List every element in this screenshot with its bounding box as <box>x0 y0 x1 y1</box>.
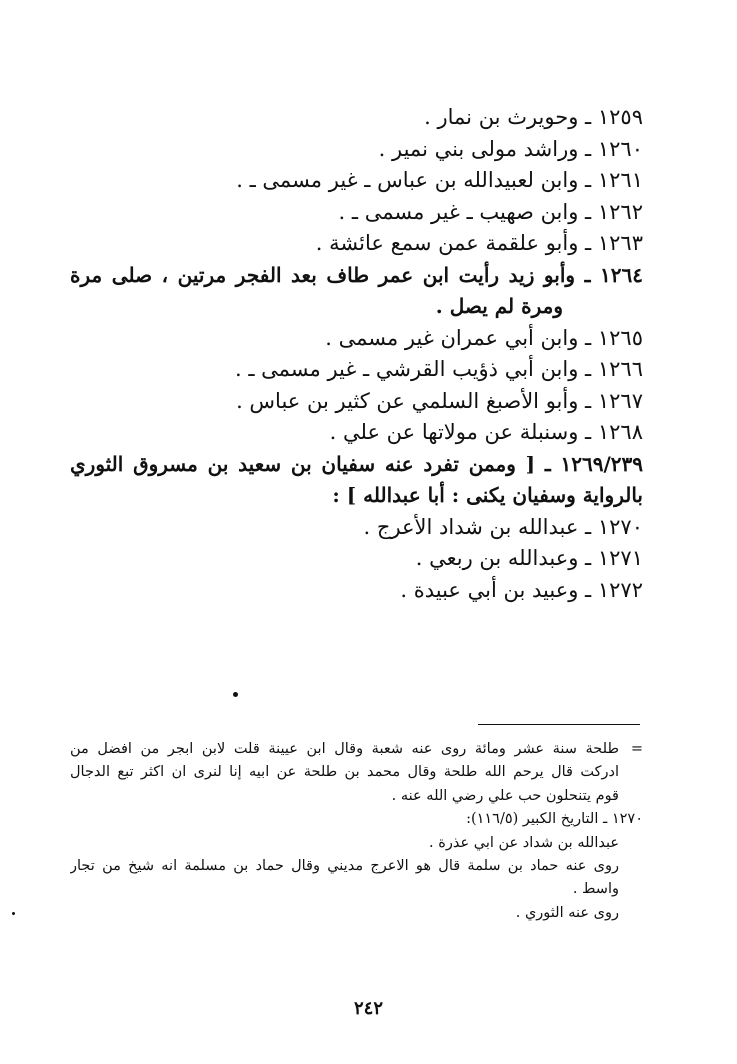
entry-1259: ١٢٥٩ ـ وحويرث بن نمار . <box>424 105 643 129</box>
entry-1264-continuation: ومرة لم يصل . <box>435 294 563 318</box>
entry-1262: ١٢٦٢ ـ وابن صهيب ـ غير مسمى ـ . <box>338 199 643 224</box>
entry-1266: ١٢٦٦ ـ وابن أبي ذؤيب القرشي ـ غير مسمى ـ . <box>234 357 643 381</box>
footnote-line: ادركت قال يرحم الله طلحة وقال محمد بن طلحة عن ابيه إنا لنرى ان اكثر تبع الدجال <box>70 764 619 781</box>
footnote-separator <box>478 724 640 725</box>
entry-1260: ١٢٦٠ ـ وراشد مولى بني نمير . <box>378 136 643 161</box>
footnote-line: روى عنه الثوري . <box>515 904 619 921</box>
footnote-text: طلحة سنة عشر ومائة روى عنه شعبة وقال ابن عيينة قلت لابن ابجر من افضل من <box>70 741 619 757</box>
entry-1261: ١٢٦١ ـ وابن لعبيدالله بن عباس ـ غير مسمى ـ . <box>236 168 643 192</box>
entry-1265: ١٢٦٥ ـ وابن أبي عمران غير مسمى . <box>325 325 643 350</box>
entry-1264: ١٢٦٤ ـ وأبو زيد رأيت ابن عمر طاف بعد الفجر مرتين ، صلى مرة <box>70 262 643 287</box>
footnote-line: قوم يتنحلون حب علي رضي الله عنه . <box>391 787 619 804</box>
ink-dot <box>233 692 238 697</box>
section-heading-1269: ١٢٦٩/٢٣٩ ـ [ وممن تفرد عنه سفيان بن سعيد بن مسروق الثوري <box>70 451 643 476</box>
entry-1268: ١٢٦٨ ـ وسنبلة عن مولاتها عن علي . <box>329 420 643 444</box>
footnote-line <box>70 738 643 761</box>
footnote-line: عبدالله بن شداد عن ابي عذرة . <box>429 834 619 851</box>
entry-1272: ١٢٧٢ ـ وعبيد بن أبي عبيدة . <box>400 577 643 602</box>
footnote-continuation-marker: = <box>630 741 643 757</box>
footnote-reference-1270: ١٢٧٠ ـ التاريخ الكبير (١١٦/٥): <box>466 811 643 828</box>
entry-1267: ١٢٦٧ ـ وأبو الأصبغ السلمي عن كثير بن عباس . <box>236 388 643 413</box>
section-heading-continuation: بالرواية وسفيان يكنى : أبا عبدالله ] : <box>332 483 643 507</box>
entry-1263: ١٢٦٣ ـ وأبو علقمة عمن سمع عائشة . <box>315 231 643 255</box>
footnote-line: روى عنه حماد بن سلمة قال هو الاعرج مديني وقال حماد بن مسلمة انه شيخ من تجار <box>70 857 619 874</box>
entry-1271: ١٢٧١ ـ وعبدالله بن ربعي . <box>415 546 643 570</box>
footnotes <box>70 738 643 925</box>
page-number: ٢٤٢ <box>353 998 383 1019</box>
narrator-list <box>70 102 643 606</box>
footnote-line: واسط . <box>572 881 619 898</box>
ink-speck <box>12 912 15 915</box>
entry-1270: ١٢٧٠ ـ عبدالله بن شداد الأعرج . <box>363 514 643 539</box>
